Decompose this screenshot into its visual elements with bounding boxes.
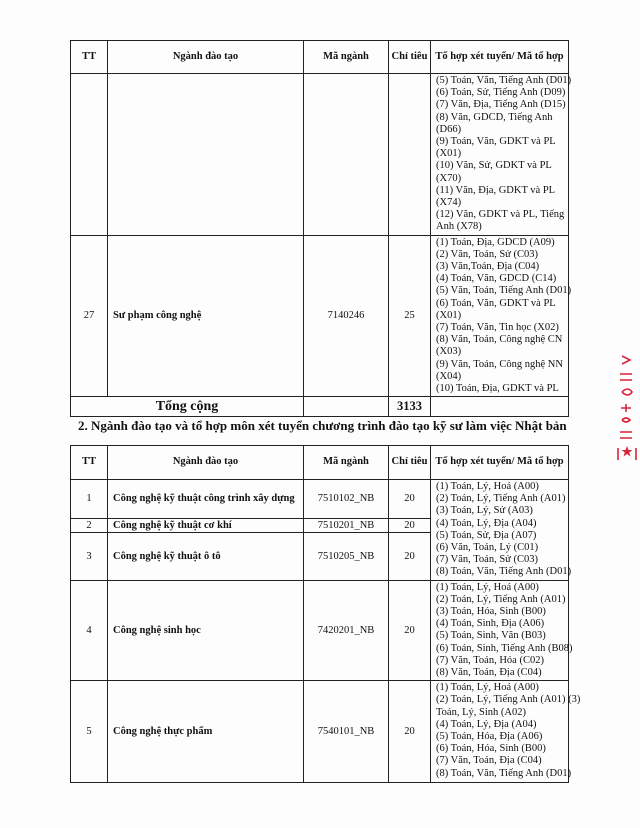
- header-major: Ngành đào tạo: [108, 41, 304, 74]
- table-row: [71, 681, 569, 783]
- major-name: Sư phạm công nghệ: [108, 235, 304, 397]
- header-code: Mã ngành: [304, 41, 389, 74]
- combo-item: (1) Toán, Lý, Hoá (A00): [436, 581, 539, 593]
- combo-item: (8) Toán, Văn, Tiếng Anh (D01): [436, 767, 572, 779]
- combo-item: (8) Văn, Toán, Công nghệ CN: [436, 334, 563, 346]
- combo-item: (12) Văn, GDKT và PL, Tiếng: [436, 209, 565, 221]
- header-major: Ngành đào tạo: [108, 446, 304, 480]
- quota: 20: [389, 480, 431, 519]
- combo-item: (X70): [436, 172, 462, 184]
- combo-item: (7) Toán, Văn, Tin học (X02): [436, 322, 559, 334]
- quota: 25: [389, 235, 431, 397]
- table-row: [71, 480, 569, 519]
- quota: 20: [389, 580, 431, 681]
- combo-item: (4) Toán, Văn, GDCD (C14): [436, 273, 557, 285]
- major-code: 7510201_NB: [304, 518, 389, 533]
- row-number: 27: [71, 235, 108, 397]
- combo-item: (5) Văn, Toán, Tiếng Anh (D01): [436, 285, 572, 297]
- combo-item: Toán, Lý, Sinh (A02): [436, 706, 526, 718]
- stamp-fragment: [616, 352, 638, 462]
- combo-item: (11) Văn, Địa, GDKT và PL: [436, 184, 556, 196]
- combo-item: (X04): [436, 370, 462, 382]
- combo-item: (2) Văn, Toán, Sử (C03): [436, 248, 538, 260]
- table-row: [71, 580, 569, 681]
- major-name: Công nghệ thực phẩm: [108, 681, 304, 783]
- combo-item: (D66): [436, 123, 462, 135]
- major-code: 7510102_NB: [304, 480, 389, 519]
- combo-item: (6) Toán, Sử, Tiếng Anh (D09): [436, 87, 566, 99]
- major-code: 7540101_NB: [304, 681, 389, 783]
- major-name: Công nghệ kỹ thuật cơ khí: [108, 518, 304, 533]
- combo-item: (7) Văn, Địa, Tiếng Anh (D15): [436, 99, 566, 111]
- row-number: 5: [71, 681, 108, 783]
- combo-item: (6) Toán, Văn, GDKT và PL: [436, 297, 556, 309]
- combo-item: (9) Toán, Văn, GDKT và PL: [436, 136, 556, 148]
- combo-item: (7) Văn, Toán, Địa (C04): [436, 755, 542, 767]
- combo-item: (5) Toán, Sinh, Văn (B03): [436, 630, 546, 642]
- row-number: 2: [71, 518, 108, 533]
- combo-item: (1) Toán, Lý, Hoá (A00): [436, 682, 539, 694]
- total-label: Tổng cộng: [71, 397, 304, 417]
- row-number: 4: [71, 580, 108, 681]
- combo-item: (2) Toán, Lý, Tiếng Anh (A01) (3): [436, 694, 581, 706]
- combo-item: (3) Toán, Hóa, Sinh (B00): [436, 606, 546, 618]
- combo-item: (6) Toán, Hóa, Sinh (B00): [436, 743, 546, 755]
- combo-item: (10) Toán, Địa, GDKT và PL: [436, 383, 559, 395]
- header-tt: TT: [71, 41, 108, 74]
- combo-list: [431, 235, 572, 397]
- combo-item: (X01): [436, 148, 462, 160]
- quota: 20: [389, 533, 431, 580]
- combo-item: (5) Toán, Hóa, Địa (A06): [436, 731, 543, 743]
- combo-item: (6) Toán, Sinh, Tiếng Anh (B08): [436, 642, 573, 654]
- combo-item: (X03): [436, 346, 462, 358]
- table-row-continued: [71, 74, 569, 236]
- quota: 20: [389, 681, 431, 783]
- combo-item: (5) Toán, Sử, Địa (A07): [436, 529, 537, 541]
- combo-item: (5) Toán, Văn, Tiếng Anh (D01): [436, 75, 572, 86]
- combo-list: [431, 681, 581, 783]
- combo-item: (3) Toán, Lý, Sử (A03): [436, 505, 533, 517]
- combo-item: (4) Toán, Lý, Địa (A04): [436, 517, 537, 529]
- total-row: [71, 397, 569, 417]
- quota: 20: [389, 518, 431, 533]
- major-name: Công nghệ kỹ thuật công trình xây dựng: [108, 480, 304, 519]
- combo-item: (8) Văn, Toán, Địa (C04): [436, 667, 542, 679]
- combo-item: (7) Văn, Toán, Sử (C03): [436, 554, 538, 566]
- section-title: 2. Ngành đào tạo và tổ hợp môn xét tuyển chương trình đào tạo kỹ sư làm việc Nhật bản: [78, 418, 567, 433]
- major-name: Công nghệ sinh học: [108, 580, 304, 681]
- combo-item: (4) Toán, Sinh, Địa (A06): [436, 618, 545, 630]
- combo-item: (9) Văn, Toán, Công nghệ NN: [436, 358, 563, 370]
- combo-item: Anh (X78): [436, 221, 482, 233]
- combo-item: (4) Toán, Lý, Địa (A04): [436, 718, 537, 730]
- major-code: 7420201_NB: [304, 580, 389, 681]
- combo-list: [431, 74, 572, 236]
- combo-item: (7) Văn, Toán, Hóa (C02): [436, 654, 544, 666]
- combo-item: (2) Toán, Lý, Tiếng Anh (A01): [436, 493, 566, 505]
- admission-table-continued: [70, 40, 572, 417]
- major-code: 7140246: [304, 235, 389, 397]
- header-combos: Tổ hợp xét tuyển/ Mã tổ hợp: [431, 41, 569, 74]
- combo-list: [431, 480, 572, 581]
- major-code: 7510205_NB: [304, 533, 389, 580]
- header-tt: TT: [71, 446, 108, 480]
- row-number: 3: [71, 533, 108, 580]
- header-quota: Chỉ tiêu: [389, 41, 431, 74]
- combo-item: (8) Toán, Văn, Tiếng Anh (D01): [436, 566, 572, 578]
- total-value: 3133: [389, 397, 431, 417]
- combo-item: (3) Văn,Toán, Địa (C04): [436, 261, 540, 273]
- combo-item: (6) Văn, Toán, Lý (C01): [436, 542, 539, 554]
- combo-item: (8) Văn, GDCD, Tiếng Anh: [436, 111, 553, 123]
- combo-item: (2) Toán, Lý, Tiếng Anh (A01): [436, 593, 566, 605]
- combo-item: (1) Toán, Lý, Hoá (A00): [436, 481, 539, 492]
- header-quota: Chỉ tiêu: [389, 446, 431, 480]
- major-name: Công nghệ kỹ thuật ô tô: [108, 533, 304, 580]
- table-header-row: [71, 41, 569, 74]
- combo-item: (10) Văn, Sử, GDKT và PL: [436, 160, 552, 172]
- header-code: Mã ngành: [304, 446, 389, 480]
- combo-item: (X74): [436, 197, 462, 209]
- admission-table-japan: [70, 445, 581, 783]
- combo-item: (X01): [436, 309, 462, 321]
- table-header-row: [71, 446, 569, 480]
- header-combos: Tổ hợp xét tuyển/ Mã tổ hợp: [431, 446, 569, 480]
- row-number: 1: [71, 480, 108, 519]
- combo-item: (1) Toán, Địa, GDCD (A09): [436, 236, 555, 248]
- table-row: [71, 235, 569, 397]
- combo-list: [431, 580, 573, 681]
